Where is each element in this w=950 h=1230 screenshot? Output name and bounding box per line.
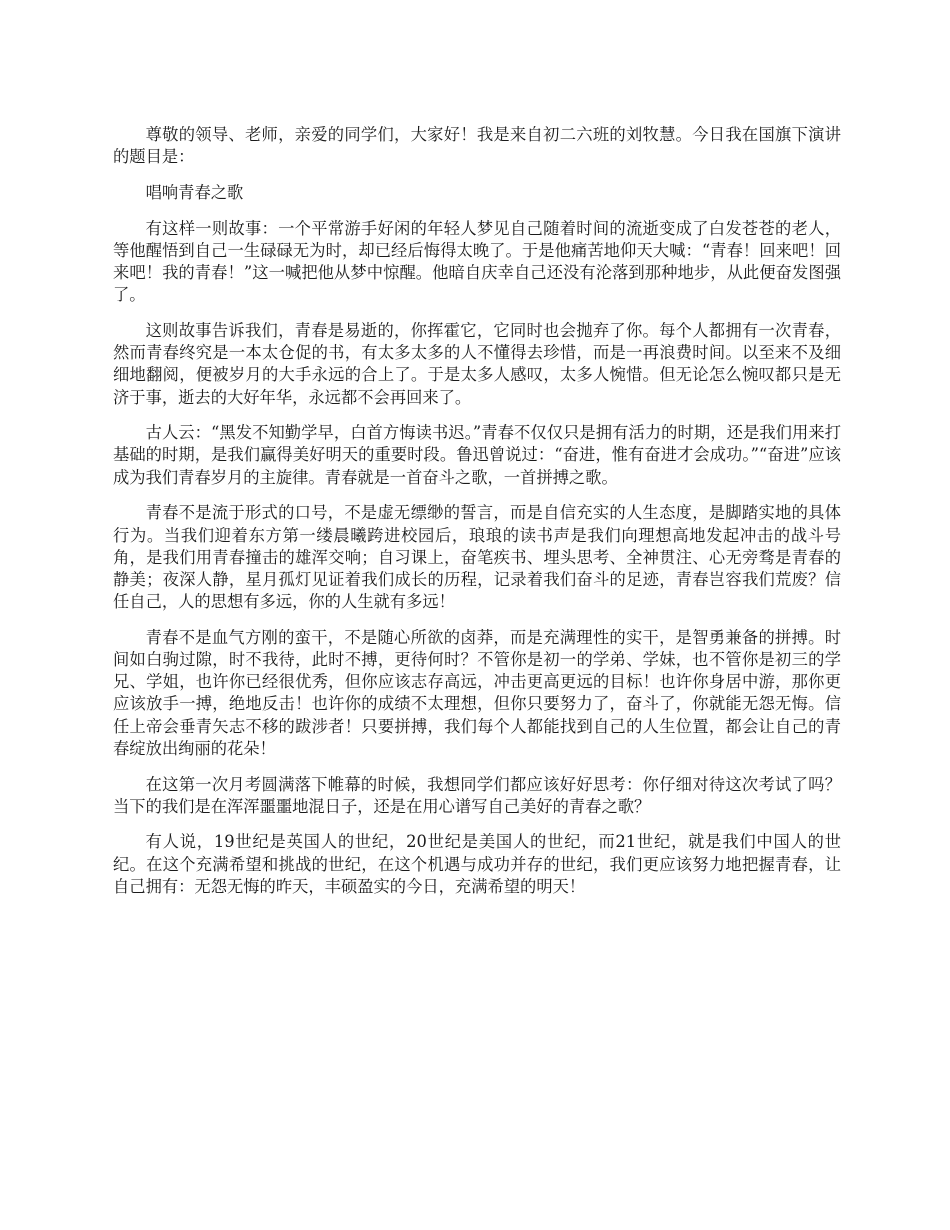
paragraph-struggle: 青春不是血气方刚的蛮干，不是随心所欲的卤莽，而是充满理性的实干，是智勇兼备的拼搏。时间如白驹过隙，时不我待，此时不搏，更待何时？不管你是初一的学弟、学妹，也不管你是初三的学兄、学姐，也许你已经很优秀，但你应该志存高远，冲击更高更远的目标！也许你身居中游，那你更应该放手一搏，绝地反击！也许你的成绩不太理想，但你只要努力了，奋斗了，你就能无怨无悔。信任上帝会垂青矢志不移的跋涉者！只要拼搏，我们每个人都能找到自己的人生位置，都会让自己的青春绽放出绚丽的花朵！ [113,627,841,758]
paragraph-quote: 古人云：“黑发不知勤学早，白首方悔读书迟。”青春不仅仅只是拥有活力的时期，还是我们用来打基础的时期，是我们赢得美好明天的重要时段。鲁迅曾说过：“奋进，惟有奋进才会成功。”“奋进”应该成为我们青春岁月的主旋律。青春就是一首奋斗之歌，一首拼搏之歌。 [113,423,841,487]
paragraph-lesson: 这则故事告诉我们，青春是易逝的，你挥霍它，它同时也会抛弃了你。每个人都拥有一次青春，然而青春终究是一本太仓促的书，有太多太多的人不懂得去珍惜，而是一再浪费时间。以至来不及细细地翻阅，便被岁月的大手永远的合上了。于是太多人感叹，太多人惋惜。但无论怎么惋叹都只是无济于事，逝去的大好年华，永远都不会再回来了。 [113,320,841,407]
paragraph-greeting: 尊敬的领导、老师，亲爱的同学们，大家好！我是来自初二六班的刘牧慧。今日我在国旗下演讲的题目是： [113,125,841,167]
paragraph-story: 有这样一则故事：一个平常游手好闲的年轻人梦见自己随着时间的流逝变成了白发苍苍的老人，等他醒悟到自己一生碌碌无为时，却已经后悔得太晚了。于是他痛苦地仰天大喊：“青春！回来吧！回来吧！我的青春！”这一喊把他从梦中惊醒。他暗自庆幸自己还没有沦落到那种地步，从此便奋发图强了。 [113,218,841,305]
speech-title: 唱响青春之歌 [145,182,244,202]
document-body [113,124,841,912]
paragraph-conclusion: 有人说，19世纪是英国人的世纪，20世纪是美国人的世纪，而21世纪，就是我们中国人的世纪。在这个充满希望和挑战的世纪，在这个机遇与成功并存的世纪，我们更应该努力地把握青春，让自己拥有：无怨无悔的昨天，丰硕盈实的今日，充满希望的明天！ [113,832,841,896]
paragraph-attitude: 青春不是流于形式的口号，不是虚无缥缈的誓言，而是自信充实的人生态度，是脚踏实地的具体行为。当我们迎着东方第一缕晨曦跨进校园后，琅琅的读书声是我们向理想高地发起冲击的战斗号角，是我们用青春撞击的雄浑交响；自习课上，奋笔疾书、埋头思考、全神贯注、心无旁骛是青春的静美；夜深人静，星月孤灯见证着我们成长的历程，记录着我们奋斗的足迹，青春岂容我们荒废？信任自己，人的思想有多远，你的人生就有多远！ [113,503,841,612]
paragraph-exam: 在这第一次月考圆满落下帷幕的时候，我想同学们都应该好好思考：你仔细对待这次考试了吗？当下的我们是在浑浑噩噩地混日子，还是在用心谱写自己美好的青春之歌？ [113,774,841,816]
